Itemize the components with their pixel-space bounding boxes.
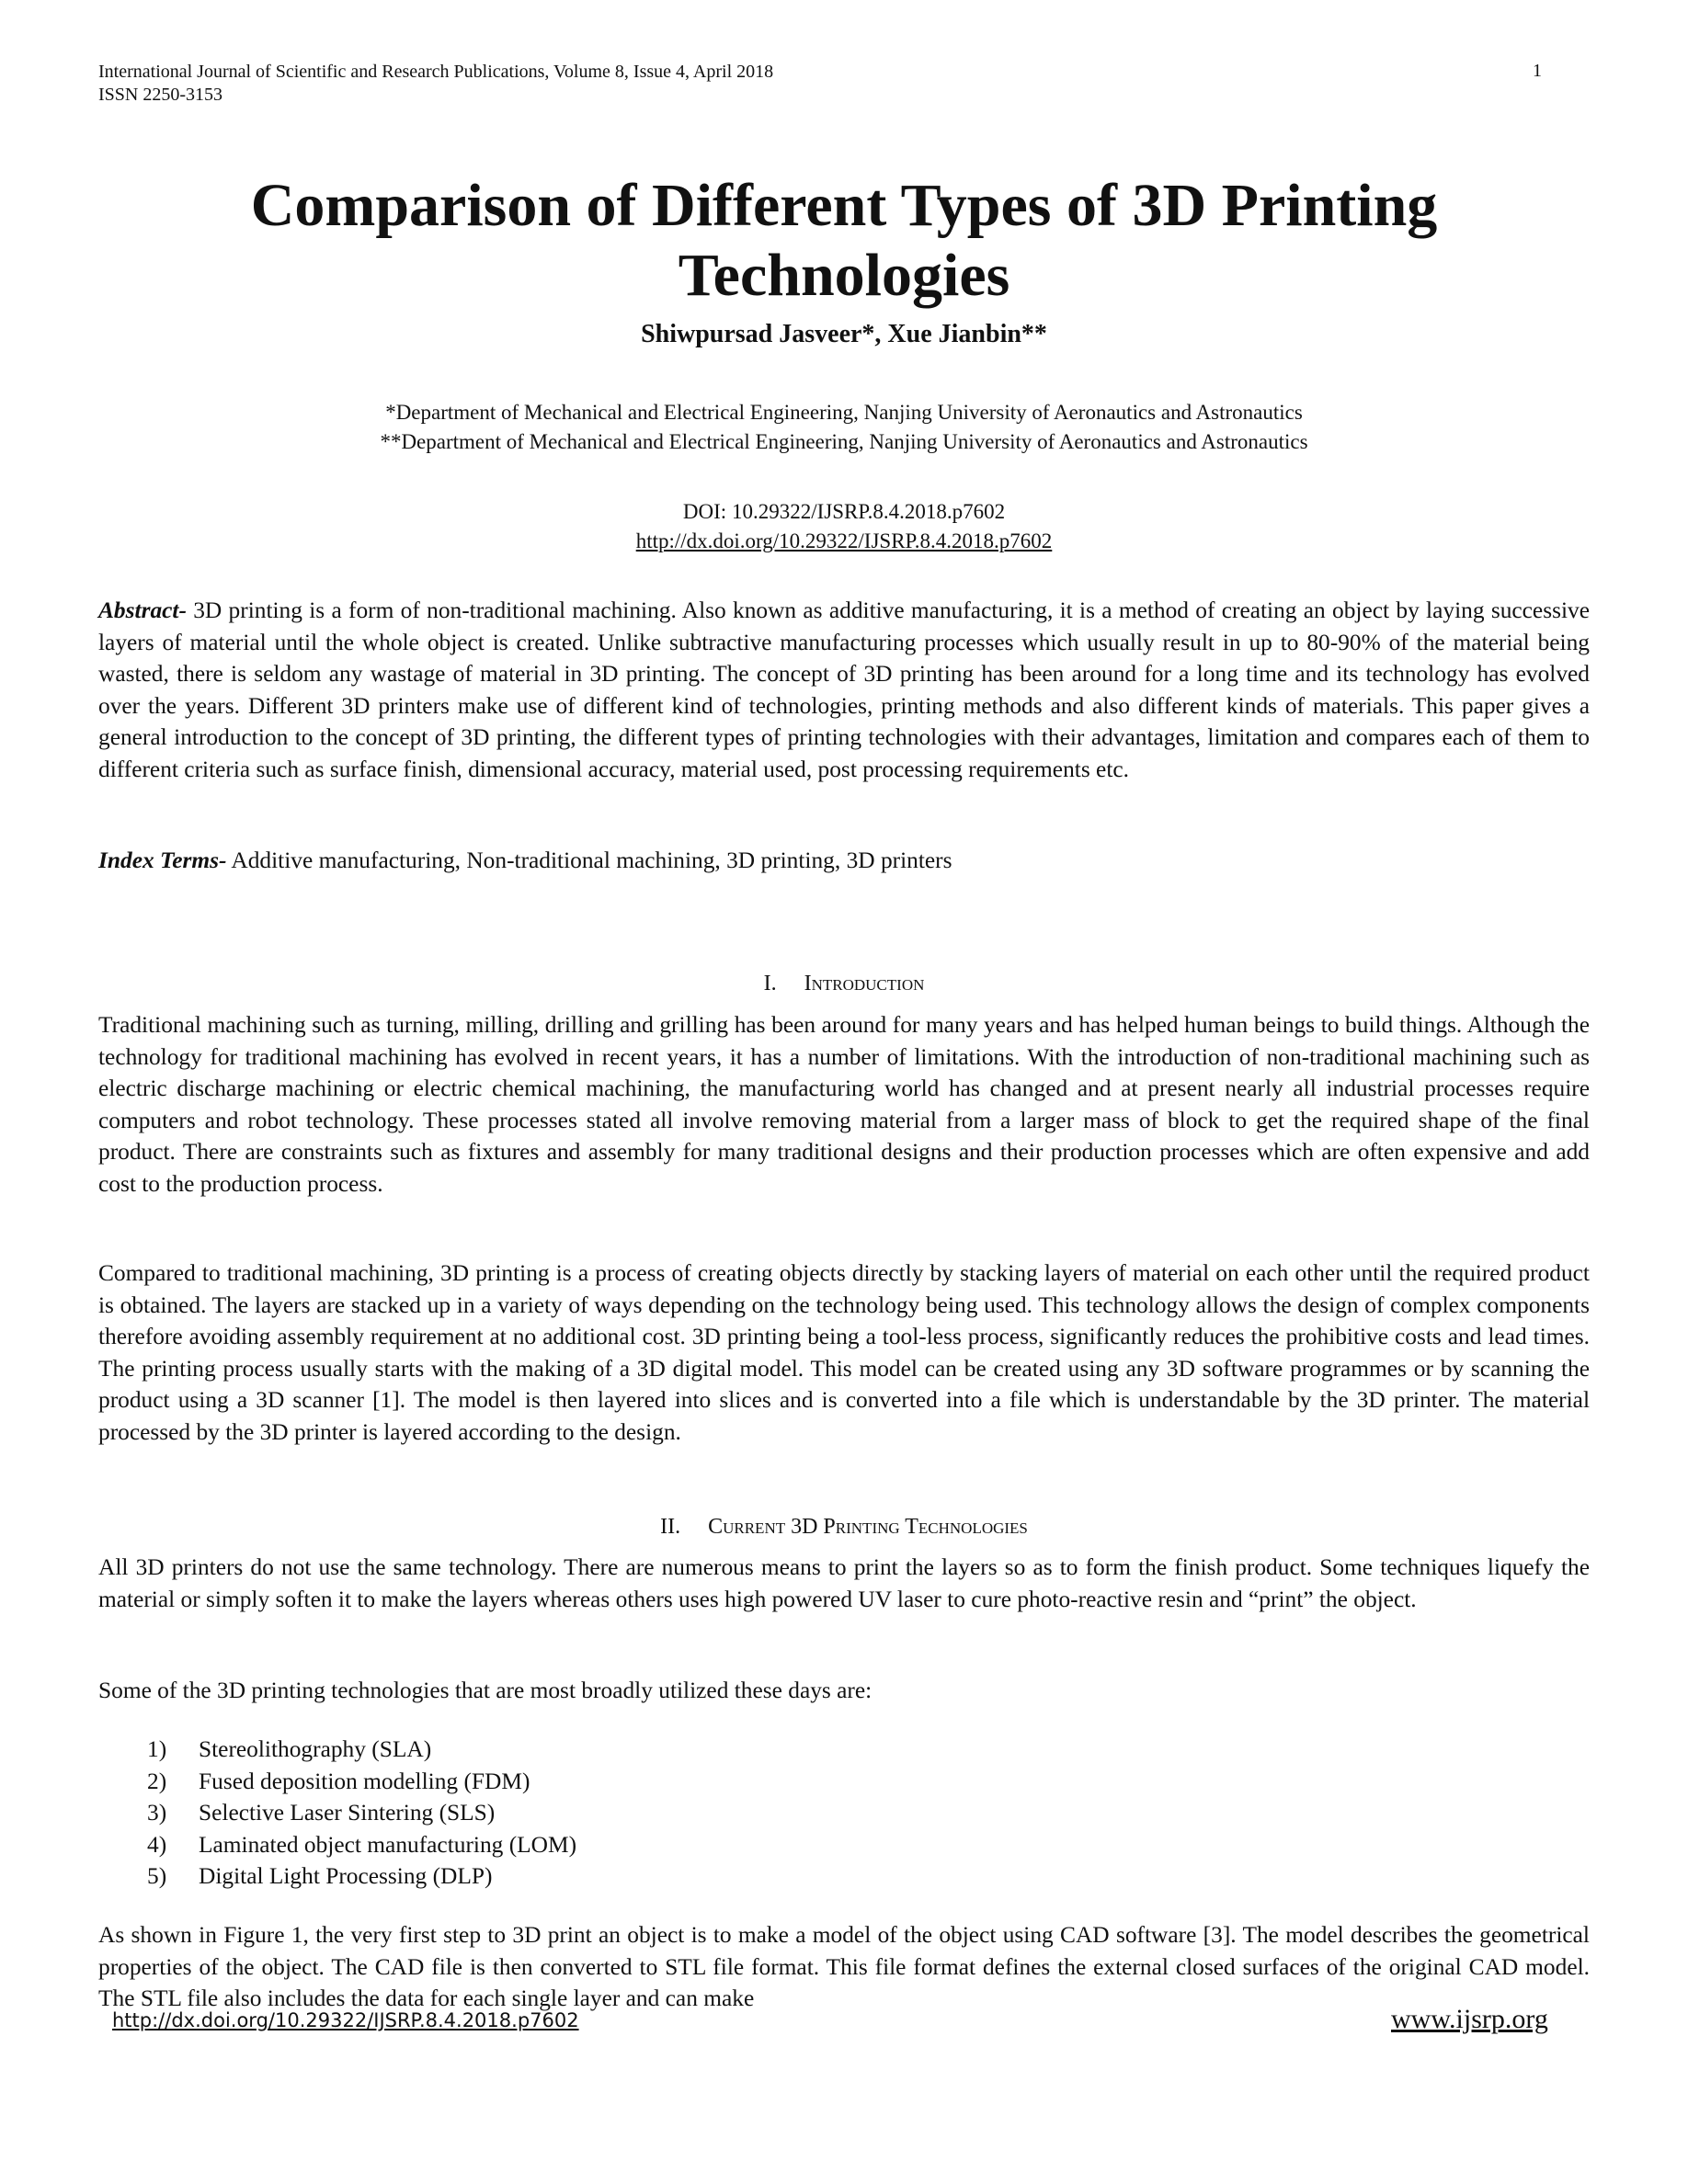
technology-list — [147, 1734, 576, 1893]
list-item: 2) Fused deposition modelling (FDM) — [147, 1768, 530, 1794]
doi-text: DOI: 10.29322/IJSRP.8.4.2018.p7602 — [682, 500, 1006, 523]
footer-website-link[interactable]: www.ijsrp.org — [1391, 2004, 1548, 2034]
doi-link[interactable]: http://dx.doi.org/10.29322/IJSRP.8.4.2018.p7602 — [635, 529, 1053, 552]
issn: ISSN 2250-3153 — [98, 85, 223, 105]
list-item: 4) Laminated object manufacturing (LOM) — [147, 1831, 577, 1858]
affiliation-1: *Department of Mechanical and Electrical Engineering, Nanjing University of Aeronautics and Astronautics — [385, 401, 1303, 424]
paragraph: Some of the 3D printing technologies that are most broadly utilized these days are: — [98, 1678, 873, 1703]
list-item: 1) Stereolithography (SLA) — [147, 1736, 432, 1762]
title-line-2: Technologies — [678, 242, 1010, 309]
section-number: II. — [660, 1515, 681, 1539]
title-line-1: Comparison of Different Types of 3D Printing — [250, 172, 1438, 239]
page-number: 1 — [1533, 61, 1542, 81]
paragraph: As shown in Figure 1, the very first step to 3D print an object is to make a model of the object using CAD software [3]. The model describes the geometrical properties of the object. The CAD file is then converted to STL file format. This file format defines the external closed surfaces of the original CAD model. The STL file also includes the data for each single layer and can make — [98, 1922, 1590, 2012]
index-terms-text: Additive manufacturing, Non-traditional machining, 3D printing, 3D printers — [231, 847, 952, 873]
affiliations — [0, 398, 1688, 457]
abstract-label: Abstract- — [98, 597, 187, 623]
doi-block — [0, 497, 1688, 556]
affiliation-2: **Department of Mechanical and Electrical Engineering, Nanjing University of Aeronautics and Astronautics — [380, 430, 1308, 453]
paragraph: All 3D printers do not use the same technology. There are numerous means to print the layers so as to form the finish product. Some techniques liquefy the material or simply soften it to make the layers whereas others uses high powered UV laser to cure photo-reactive resin and “print” the object. — [98, 1554, 1590, 1612]
list-item: 5) Digital Light Processing (DLP) — [147, 1863, 493, 1890]
journal-name: International Journal of Scientific and Research Publications, Volume 8, Issue 4, April 2018 — [98, 62, 774, 82]
section-title: Current 3D Printing Technologies — [708, 1515, 1028, 1539]
section-number: I. — [763, 972, 777, 995]
section-heading-technologies — [0, 1515, 1688, 1540]
index-terms-label: Index Terms- — [98, 847, 227, 873]
authors: Shiwpursad Jasveer*, Xue Jianbin** — [641, 320, 1047, 348]
abstract-text: 3D printing is a form of non-traditional machining. Also known as additive manufacturing, it is a method of creating an object by laying successive layers of material until the whole object is created. Unlike subtractive manufacturing processes which usually result in up to 80-90% of the material being wasted, there is seldom any wastage of material in 3D printing. The concept of 3D printing has been around for a long time and its technology has evolved over the years. Different 3D printers make use of different kind of technologies, printing methods and also different kinds of materials. This paper gives a general introduction to the concept of 3D printing, the different types of printing technologies with their advantages, limitation and compares each of them to different criteria such as surface finish, dimensional accuracy, material used, post processing requirements etc. — [98, 597, 1590, 782]
paragraph: Compared to traditional machining, 3D printing is a process of creating objects directly by stacking layers of material on each other until the required product is obtained. The layers are stacked up in a variety of ways depending on the technology being used. This technology allows the design of complex components therefore avoiding assembly requirement at no additional cost. 3D printing being a tool-less process, significantly reduces the prohibitive costs and lead times. The printing process usually starts with the making of a 3D digital model. This model can be created using any 3D software programmes or by scanning the product using a 3D scanner [1]. The model is then layered into slices and is converted into a file which is understandable by the 3D printer. The material processed by the 3D printer is layered according to the design. — [98, 1260, 1590, 1445]
list-item: 3) Selective Laser Sintering (SLS) — [147, 1800, 496, 1826]
section-title: Introduction — [804, 972, 925, 995]
footer-doi-link[interactable]: http://dx.doi.org/10.29322/IJSRP.8.4.2018.p7602 — [112, 2009, 579, 2031]
paper-title — [0, 171, 1688, 311]
index-terms — [98, 845, 1590, 877]
journal-header — [98, 61, 773, 107]
abstract — [98, 595, 1590, 786]
paragraph: Traditional machining such as turning, milling, drilling and grilling has been around for many years and has helped human beings to build things. Although the technology for traditional machining has evolved in recent years, it has a number of limitations. With the introduction of non-traditional machining such as electric discharge machining or electric chemical machining, the manufacturing world has changed and at present nearly all industrial processes require computers and robot technology. These processes stated all involve removing material from a larger mass of block to get the required shape of the final product. There are constraints such as fixtures and assembly for many traditional designs and their production processes which are often expensive and add cost to the production process. — [98, 1012, 1590, 1197]
section-heading-introduction — [0, 972, 1688, 996]
